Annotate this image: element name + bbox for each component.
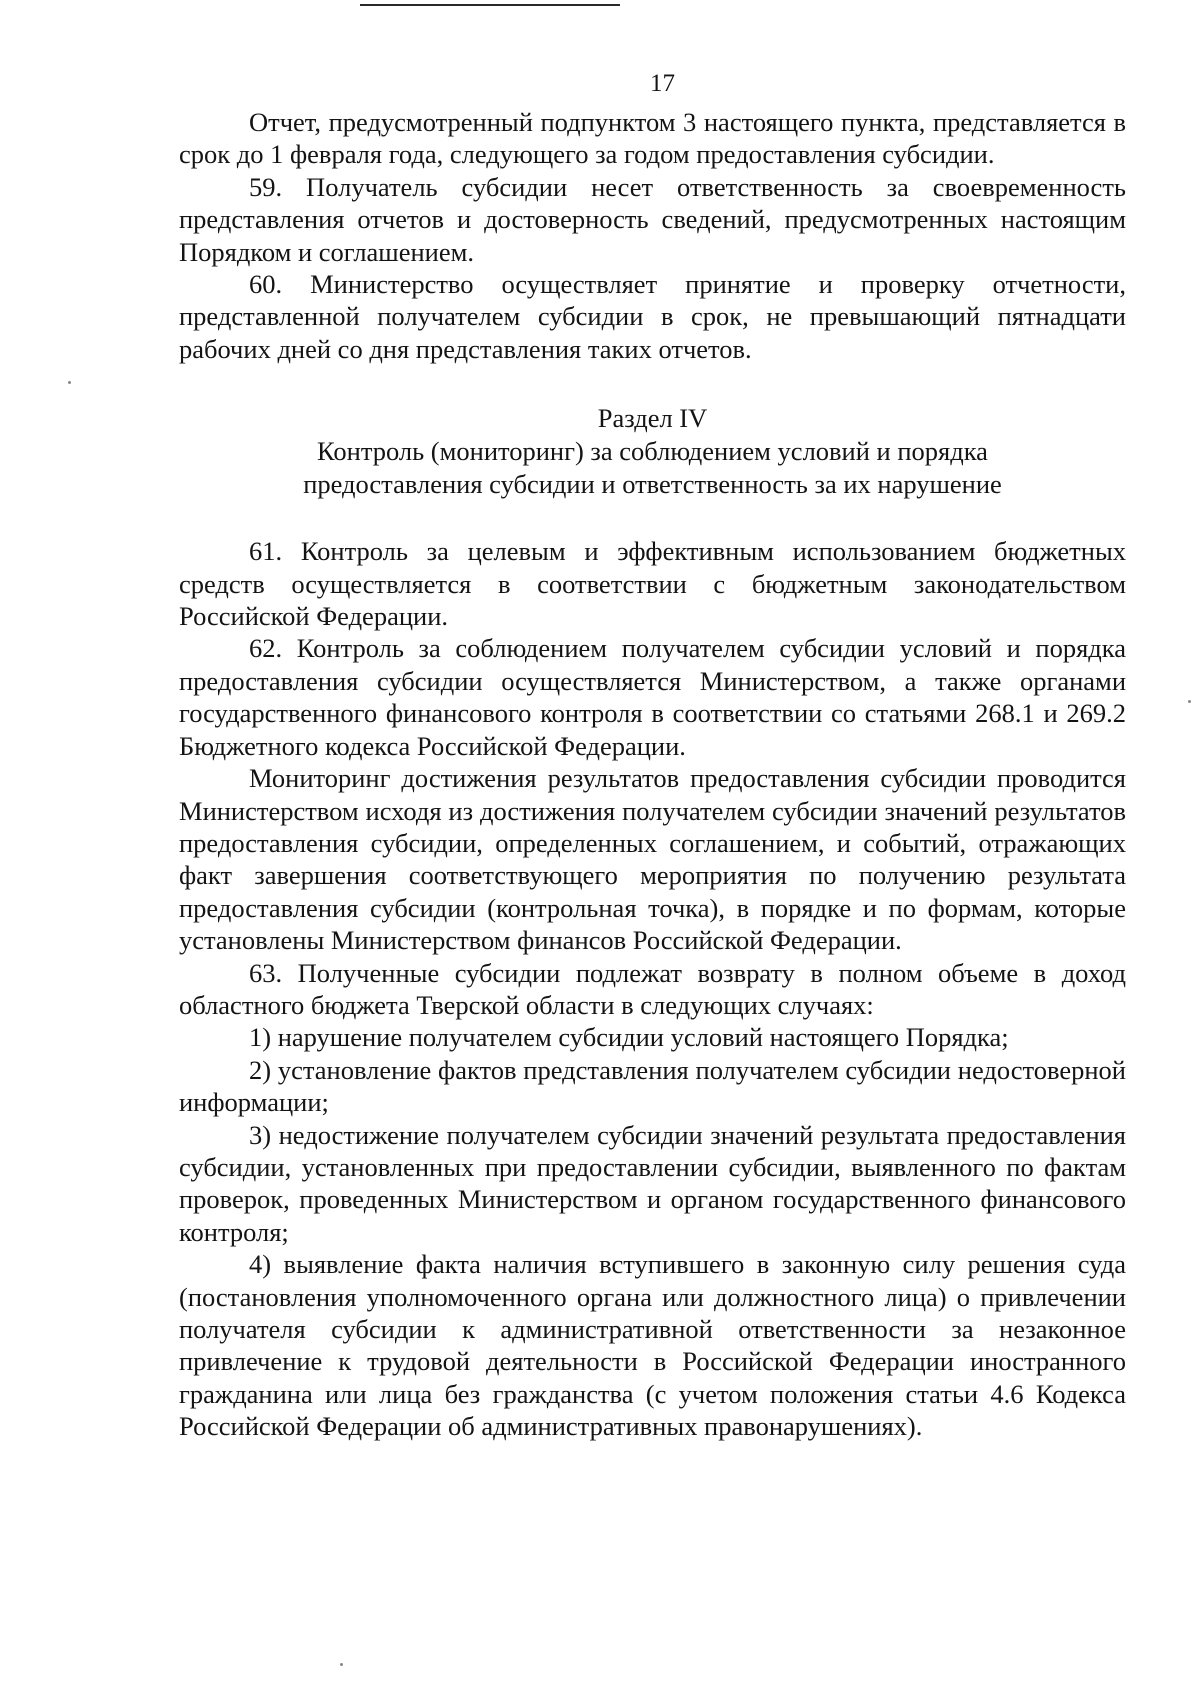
list-item-3: 3) недостижение получателем субсидии значений результата предоставления субсидии, установленных при предоставлении субсидии, выявленного по фактам проверок, проведенных Министерством и органом государственного финансового контроля;	[179, 1119, 1126, 1247]
list-item-2: 2) установление фактов представления получателем субсидии недостоверной информации;	[179, 1054, 1126, 1118]
paragraphs-top	[179, 106, 1126, 365]
paragraph-63: 63. Полученные субсидии подлежат возврату в полном объеме в доход областного бюджета Тверской области в следующих случаях:	[179, 957, 1126, 1020]
section-number: Раздел IV	[597, 403, 708, 434]
scan-speck	[340, 1663, 343, 1666]
paragraph-monitoring: Мониторинг достижения результатов предоставления субсидии проводится Министерством исходя из достижения получателем субсидии значений результатов предоставления субсидии, определенных соглашением, и событий, отражающих факт завершения соответствующего мероприятия по получению результата предоставления субсидии (контрольная точка), в порядке и по формам, которые установлены Министерством финансов Российской Федерации.	[179, 763, 1126, 956]
section-heading	[179, 402, 1126, 501]
list-item-1: 1) нарушение получателем субсидии условий настоящего Порядка;	[249, 1022, 1009, 1053]
list-item-4: 4) выявление факта наличия вступившего в законную силу решения суда (постановления уполномоченного органа или должностного лица) о привлечении получателя субсидии к административной ответственности за незаконное привлечение к трудовой деятельности в Российской Федерации иностранного гражданина или лица без гражданства (с учетом положения статьи 4.6 Кодекса Российской Федерации об административных правонарушениях).	[179, 1249, 1126, 1442]
paragraph-61: 61. Контроль за целевым и эффективным использованием бюджетных средств осуществляется в соответствии с бюджетным законодательством Российской Федерации.	[179, 536, 1126, 632]
section-title-line-2: предоставления субсидии и ответственность за их нарушение	[303, 469, 1002, 500]
section-title-line-1: Контроль (мониторинг) за соблюдением условий и порядка	[317, 436, 988, 467]
scan-edge-line	[360, 4, 620, 6]
paragraphs-bottom	[179, 535, 1126, 1442]
scan-speck	[68, 381, 71, 384]
paragraph-60: 60. Министерство осуществляет принятие и проверку отчетности, представленной получателем субсидии в срок, не превышающий пятнадцати рабочих дней со дня представления таких отчетов.	[179, 269, 1126, 364]
paragraph-report-deadline: Отчет, предусмотренный подпунктом 3 настоящего пункта, представляется в срок до 1 февраля года, следующего за годом предоставления субсидии.	[179, 107, 1126, 170]
paragraph-59: 59. Получатель субсидии несет ответственность за своевременность представления отчетов и достоверность сведений, предусмотренных настоящим Порядком и соглашением.	[179, 171, 1126, 267]
page-number: 17	[650, 70, 675, 97]
scan-speck	[1188, 700, 1191, 703]
paragraph-62: 62. Контроль за соблюдением получателем субсидии условий и порядка предоставления субсидии осуществляется Министерством, а также органами государственного финансового контроля в соответствии со статьями 268.1 и 269.2 Бюджетного кодекса Российской Федерации.	[179, 633, 1126, 761]
